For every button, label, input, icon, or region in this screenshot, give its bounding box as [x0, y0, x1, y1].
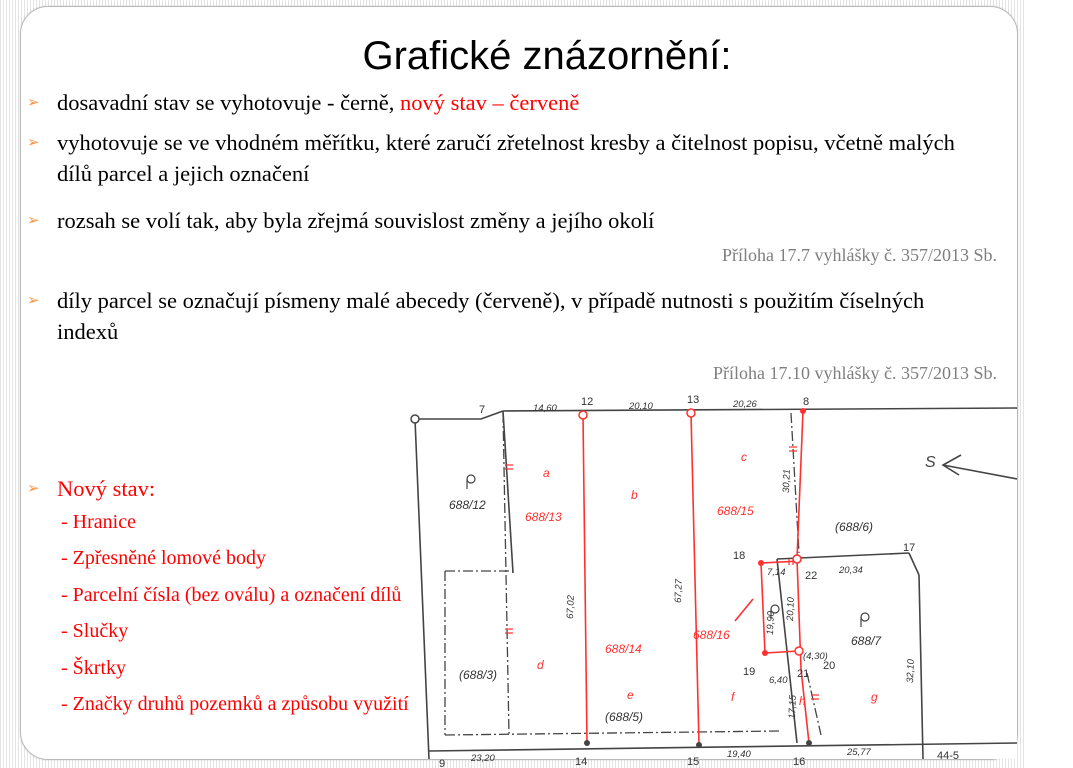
point-number: 16	[793, 756, 806, 768]
north-label: S	[925, 454, 936, 471]
reference-17-10: Příloha 17.10 vyhlášky č. 357/2013 Sb.	[713, 363, 997, 383]
bullet-1	[27, 87, 987, 118]
measurement: 32,10	[905, 658, 917, 684]
slide-title: Grafické znázornění:	[362, 34, 732, 78]
measurement: 19,40	[727, 749, 751, 760]
bullet-3-text: rozsah se volí tak, aby byla zřejmá souvislost změny a jejího okolí	[57, 208, 655, 233]
new-state-item: - Parcelní čísla (bez oválu) a označení dílů	[61, 584, 402, 606]
point-number: 13	[687, 394, 700, 406]
part-letter: e	[627, 688, 634, 702]
point-number: 9	[439, 758, 446, 768]
measurement: 30,21	[781, 468, 793, 494]
parcel-number-new: 688/15	[717, 504, 754, 518]
point-number: 18	[733, 550, 746, 562]
part-letter: d	[537, 658, 544, 672]
parcel-number: (688/3)	[459, 668, 498, 682]
part-letter: a	[543, 466, 550, 480]
bullet-3	[27, 205, 987, 236]
parcel-number: (688/6)	[835, 520, 874, 534]
part-letter: f	[731, 690, 735, 704]
point-number: 12	[581, 396, 594, 408]
part-letter: h	[799, 694, 806, 708]
measurement: 25,77	[847, 747, 871, 758]
arrow-bullet-icon: ➢	[27, 211, 40, 229]
bullet-new-state	[27, 473, 387, 504]
arrow-bullet-icon: ➢	[27, 133, 40, 151]
point-number: 15	[687, 756, 700, 768]
bullet-2	[27, 127, 957, 189]
bullet-2-text: vyhotovuje se ve vhodném měřítku, které zaručí zřetelnost kresby a čitelnost popisu, včetně malých dílů parcel a jejich označení	[57, 130, 955, 186]
new-state-item: - Slučky	[61, 620, 129, 642]
parcel-number: (688/5)	[605, 710, 644, 724]
point-number: 21	[797, 668, 810, 680]
measurement: 23,20	[471, 753, 495, 764]
measurement: 20,34	[839, 565, 863, 576]
measurement: 17,15	[787, 694, 799, 720]
parcel-number-new: 688/13	[525, 510, 562, 524]
reference-17-7: Příloha 17.7 vyhlášky č. 357/2013 Sb.	[722, 245, 997, 265]
cadastral-map	[409, 383, 1017, 768]
parcel-number: 688/12	[449, 498, 486, 512]
measurement: 19,90	[765, 610, 777, 636]
point-number: 8	[803, 396, 810, 408]
new-state-item: - Zpřesněné lomové body	[61, 547, 266, 569]
parcel-number-new: 688/14	[605, 642, 642, 656]
new-state-heading: Nový stav:	[57, 476, 156, 501]
measurement: 20,10	[785, 596, 797, 622]
bullet-1-red-text: nový stav – červeně	[400, 90, 580, 115]
part-letter: c	[741, 450, 747, 464]
part-letter: b	[631, 488, 638, 502]
bullet-1-text: dosavadní stav se vyhotovuje - černě,	[57, 90, 401, 115]
parcel-number-new: 688/16	[693, 628, 730, 642]
parcel-number: 688/7	[851, 634, 882, 648]
measurement: 14,60	[533, 403, 557, 414]
measurement: 6,40	[769, 675, 788, 686]
part-letter: g	[871, 690, 878, 704]
measurement: 20,26	[733, 399, 757, 410]
new-state-item: - Značky druhů pozemků a způsobu využití	[61, 693, 409, 715]
point-number: 20	[823, 660, 836, 672]
arrow-bullet-icon: ➢	[27, 291, 40, 309]
arrow-bullet-icon: ➢	[27, 93, 40, 111]
new-state-item: - Škrtky	[61, 657, 126, 679]
arrow-bullet-icon: ➢	[27, 479, 40, 497]
bullet-4-text: díly parcel se označují písmeny malé abecedy (červeně), v případě nutnosti s použitím číselných indexů	[57, 288, 925, 344]
measurement: 67,02	[565, 594, 577, 620]
point-number: 19	[743, 666, 756, 678]
bullet-4	[27, 285, 957, 347]
measurement: 7,14	[767, 567, 786, 578]
point-number: 17	[903, 542, 916, 554]
measurement: 20,10	[629, 401, 653, 412]
point-number: 7	[479, 404, 486, 416]
point-number: 14	[575, 756, 588, 768]
measurement: (4,30)	[803, 651, 828, 662]
new-state-item: - Hranice	[61, 511, 136, 533]
slide	[20, 6, 1018, 768]
point-number: 44-5	[937, 750, 960, 762]
point-number: 22	[805, 570, 818, 582]
measurement: 67,27	[673, 578, 685, 604]
